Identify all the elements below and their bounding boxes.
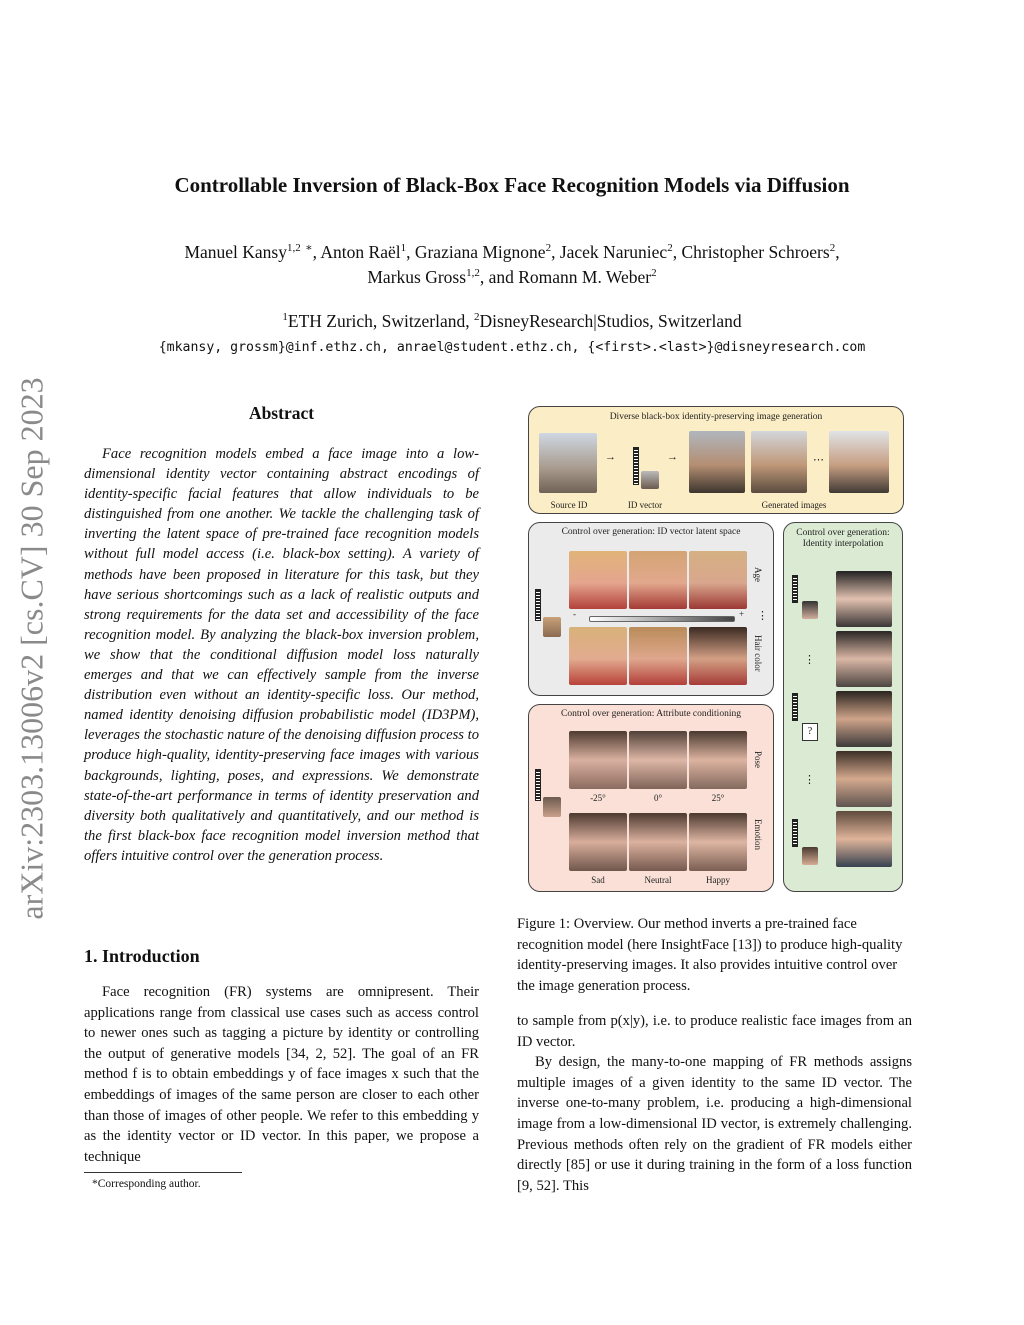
plus-sign: + <box>739 609 745 619</box>
generated-face-image <box>689 431 745 493</box>
id-vector-label: ID vector <box>627 500 663 510</box>
abstract-text: Face recognition models embed a face image into a low-dimensional identity vector containing abstract encodings of identity-specific facial features that allow individuals to be distinguished from one another. We tackle the challenging task of inverting the latent space of pre-trained face recognition models without full model access (i.e. black-box setting). A variety of methods have been proposed in literature for this task, but they have serious shortcomings such as a lack of realistic outputs and strong requirements for the data set and accessibility of the face recognition model. By analyzing the black-box inversion problem, we show that the conditional diffusion model loss naturally emerges and that we can effectively sample from the inverse distribution even without an identity-specific loss. Our method, named identity denoising diffusion probabilistic model (ID3PM), leverages the stochastic nature of the denoising diffusion process to produce high-quality, identity-preserving face images with various backgrounds, lighting, poses, and expressions. We demonstrate state-of-the-art performance in terms of identity preservation and diversity both qualitatively and quantitatively, and our method is the first black-box face recognition model inversion method that offers intuitive control over the generation process. <box>84 446 479 864</box>
pose-value: -25° <box>590 793 606 803</box>
face-age-old <box>689 551 747 609</box>
paper-title: Controllable Inversion of Black-Box Face Recognition Models via Diffusion <box>174 173 850 197</box>
interpolation-face <box>836 811 892 867</box>
interpolation-face <box>836 631 892 687</box>
emotion-value: Happy <box>706 875 730 885</box>
footnote-rule <box>84 1172 242 1173</box>
face-age-young <box>569 551 627 609</box>
face-emotion-happy <box>689 813 747 871</box>
id-vector-icon <box>792 693 798 721</box>
face-age-middle <box>629 551 687 609</box>
authors-line-1: Manuel Kansy$^{1,2}$ ∗, Anton Raël$^1$, Graziana Mignone$^2$, Jacek Naruniec$^2$, Christopher Schroers$^2$, <box>184 242 840 262</box>
source-face-image <box>539 433 597 493</box>
age-label: Age <box>753 567 763 582</box>
panel-title: Control over generation: ID vector latent space <box>561 527 741 537</box>
vertical-ellipsis: ⋮ <box>804 654 815 666</box>
vertical-ellipsis: ⋮ <box>757 610 768 622</box>
section-heading-introduction: 1. Introduction <box>84 946 200 966</box>
id-vector-thumbnail <box>543 617 561 637</box>
vertical-ellipsis: ⋮ <box>804 774 815 786</box>
generated-face-image <box>829 431 889 493</box>
face-pose-right <box>689 731 747 789</box>
figure-panel-diverse-generation <box>528 406 904 514</box>
generated-face-image <box>751 431 807 493</box>
introduction-text: Face recognition (FR) systems are omnipresent. Their applications range from classical use cases such as access control to newer ones such as tagging a picture by identity or controlling the output of generative models [34, 2, 52]. The goal of an FR method f is to obtain embeddings y of face images x such that the embeddings of images of the same person are closer to each other than those of images of other people. We refer to this embedding y as the identity vector or ID vector. In this paper, we propose a technique <box>84 984 479 1165</box>
pose-value: 25° <box>711 793 725 803</box>
paragraph: By design, the many-to-one mapping of FR methods assigns multiple images of a given identity to the same ID vector. The inverse one-to-many problem, i.e. producing a high-dimensional image from a low-dimensional ID vector, is extremely challenging. Previous methods often rely on the gradient of FR models either directly [85] or use it during training in the form of a loss function [9, 52]. This <box>517 1054 912 1194</box>
id-vector-icon <box>792 819 798 847</box>
paragraph: to sample from p(x|y), i.e. to produce realistic face images from an ID vector. <box>517 1013 912 1050</box>
affiliations: $^1$ETH Zurich, Switzerland, $^2$DisneyResearch|Studios, Switzerland <box>282 311 742 331</box>
panel-title: Control over generation: Attribute conditioning <box>561 709 741 719</box>
face-pose-left <box>569 731 627 789</box>
pose-label: Pose <box>753 751 763 769</box>
abstract-heading: Abstract <box>248 403 315 423</box>
face-hair-blonde <box>569 627 627 685</box>
arrow-right-icon: → <box>667 451 678 463</box>
emotion-value: Sad <box>591 875 605 885</box>
face-pose-front <box>629 731 687 789</box>
id-vector-thumbnail <box>641 471 659 489</box>
panel-title <box>784 528 902 550</box>
figure-panel-latent-space <box>528 522 774 696</box>
author-emails: {mkansy, grossm}@inf.ethz.ch, anrael@student.ethz.ch, {<first>.<last>}@disneyresearch.com <box>158 340 866 355</box>
id-vector-icon <box>792 575 798 603</box>
interpolation-face <box>836 571 892 627</box>
interpolation-face <box>836 751 892 807</box>
authors-line-2: Markus Gross$^{1,2}$, and Romann M. Weber$^2$ <box>367 267 657 287</box>
minus-sign: - <box>573 609 576 619</box>
id-vector-icon <box>535 769 541 801</box>
face-hair-dark <box>689 627 747 685</box>
id-vector-thumbnail <box>543 797 561 817</box>
figure-panel-identity-interpolation <box>783 522 903 892</box>
id-vector-icon <box>633 447 639 485</box>
figure-caption: Figure 1: Overview. Our method inverts a pre-trained face recognition model (here InsightFace [13]) to produce high-quality identity-preserving images. It also provides intuitive control over the image generation process. <box>517 916 903 994</box>
figure-panel-attribute-conditioning <box>528 704 774 892</box>
id-vector-thumbnail <box>802 601 818 619</box>
interpolation-face <box>836 691 892 747</box>
right-column-text <box>517 1011 912 1196</box>
arxiv-stamp: arXiv:2303.13006v2 [cs.CV] 30 Sep 2023 <box>13 377 50 920</box>
face-emotion-neutral <box>629 813 687 871</box>
author-list <box>60 240 964 290</box>
latent-slider <box>589 616 735 622</box>
footnote: *Corresponding author. <box>92 1178 201 1190</box>
generated-images-label: Generated images <box>761 500 827 510</box>
emotion-label: Emotion <box>753 819 763 850</box>
pose-value: 0° <box>653 793 663 803</box>
ellipsis: ⋯ <box>813 454 824 466</box>
arrow-right-icon: → <box>605 451 616 463</box>
panel-title-line-1: Control over generation: <box>796 528 890 538</box>
id-vector-icon <box>535 589 541 621</box>
id-vector-thumbnail <box>802 847 818 865</box>
panel-title: Diverse black-box identity-preserving image generation <box>609 412 823 422</box>
hair-color-label: Hair color <box>753 635 763 672</box>
face-hair-light-brown <box>629 627 687 685</box>
panel-title-line-2: Identity interpolation <box>802 539 884 549</box>
emotion-value: Neutral <box>644 875 672 885</box>
face-emotion-sad <box>569 813 627 871</box>
unknown-id-placeholder: ? <box>802 723 818 741</box>
source-id-label: Source ID <box>550 500 588 510</box>
